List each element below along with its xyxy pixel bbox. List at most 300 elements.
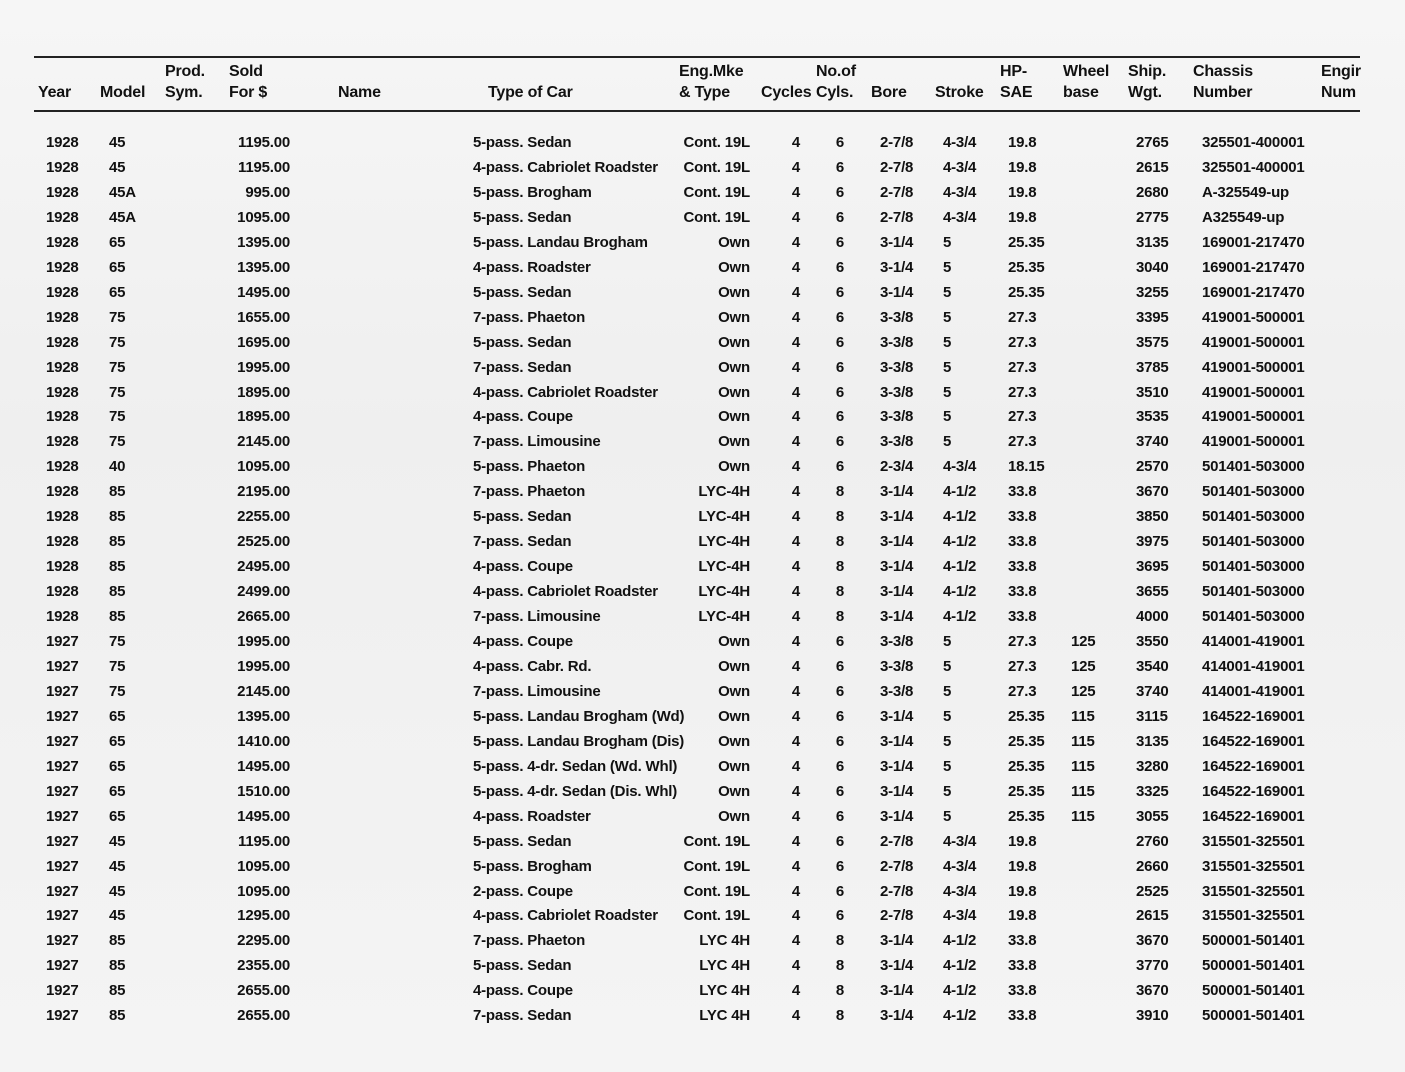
- eng-type-cell: Own: [718, 707, 750, 725]
- year-cell: 1927: [46, 782, 79, 800]
- year-cell: 1928: [46, 183, 79, 201]
- sold-for-cell: 2655.00: [237, 982, 290, 1000]
- cycles-cell: 4: [791, 932, 801, 950]
- header-sold-for: Sold For $: [229, 63, 268, 101]
- cyls-cell: 6: [835, 832, 845, 850]
- header-bottom-rule: [34, 110, 1360, 112]
- wheel-base-cell: 115: [1071, 707, 1095, 725]
- wheel-base-cell: 125: [1071, 657, 1096, 675]
- ship-wgt-cell: 3535: [1136, 408, 1169, 426]
- chassis-cell: 419001-500001: [1202, 333, 1305, 351]
- eng-type-cell: Own: [718, 333, 750, 351]
- eng-type-cell: LYC 4H: [699, 932, 750, 950]
- ship-wgt-cell: 2680: [1136, 183, 1169, 201]
- cycles-cell: 4: [791, 608, 801, 626]
- chassis-cell: 501401-503000: [1202, 458, 1305, 476]
- cycles-cell: 4: [791, 657, 801, 675]
- bore-cell: 3-1/4: [880, 1007, 914, 1025]
- sold-for-cell: 1995.00: [237, 657, 290, 675]
- hp-sae-cell: 33.8: [1008, 558, 1037, 576]
- ship-wgt-cell: 3670: [1136, 483, 1169, 501]
- chassis-cell: A325549-up: [1202, 208, 1285, 226]
- bore-cell: 3-1/4: [880, 483, 914, 501]
- type-of-car-cell: 4-pass. Roadster: [473, 258, 591, 276]
- bore-cell: 3-1/4: [880, 807, 914, 825]
- cycles-cell: 4: [791, 433, 801, 451]
- sold-for-cell: 995.00: [245, 183, 290, 201]
- table-row: [0, 330, 1405, 355]
- cyls-cell: 6: [835, 283, 845, 301]
- year-cell: 1927: [46, 807, 79, 825]
- header-stroke: Stroke: [935, 84, 984, 101]
- chassis-cell: 169001-217470: [1202, 258, 1305, 276]
- year-cell: 1927: [46, 1007, 79, 1025]
- sold-for-cell: 2495.00: [237, 558, 290, 576]
- bore-cell: 2-7/8: [880, 907, 914, 925]
- cycles-cell: 4: [791, 358, 801, 376]
- model-cell: 75: [109, 358, 126, 376]
- bore-cell: 3-3/8: [880, 358, 914, 376]
- chassis-cell: 501401-503000: [1202, 608, 1305, 626]
- cycles-cell: 4: [791, 1007, 801, 1025]
- eng-type-cell: Own: [718, 458, 750, 476]
- model-cell: 75: [109, 433, 126, 451]
- cyls-cell: 6: [835, 258, 845, 276]
- header-eng-type: Eng.Mke & Type: [679, 63, 744, 101]
- bore-cell: 3-3/8: [880, 408, 914, 426]
- type-of-car-cell: 5-pass. Sedan: [473, 957, 572, 975]
- model-cell: 65: [109, 258, 126, 276]
- sold-for-cell: 1895.00: [237, 383, 290, 401]
- stroke-cell: 4-1/2: [943, 1007, 977, 1025]
- model-cell: 45: [109, 882, 126, 900]
- bore-cell: 3-1/4: [880, 583, 914, 601]
- chassis-cell: 419001-500001: [1202, 408, 1305, 426]
- sold-for-cell: 1395.00: [237, 707, 290, 725]
- ship-wgt-cell: 3740: [1136, 682, 1169, 700]
- eng-type-cell: LYC 4H: [699, 957, 750, 975]
- eng-type-cell: LYC-4H: [698, 483, 750, 501]
- eng-type-cell: Own: [718, 732, 750, 750]
- stroke-cell: 4-3/4: [943, 158, 977, 176]
- type-of-car-cell: 4-pass. Cabriolet Roadster: [473, 907, 658, 925]
- cycles-cell: 4: [791, 158, 801, 176]
- header-engine-num: Engir Num: [1321, 63, 1361, 101]
- hp-sae-cell: 19.8: [1008, 208, 1037, 226]
- year-cell: 1927: [46, 907, 79, 925]
- type-of-car-cell: 2-pass. Coupe: [473, 882, 573, 900]
- cycles-cell: 4: [791, 558, 801, 576]
- ship-wgt-cell: 3135: [1136, 233, 1169, 251]
- chassis-cell: 325501-400001: [1202, 158, 1305, 176]
- cyls-cell: 6: [835, 158, 845, 176]
- ship-wgt-cell: 3740: [1136, 433, 1169, 451]
- stroke-cell: 4-3/4: [943, 183, 977, 201]
- table-row: [0, 953, 1405, 978]
- bore-cell: 3-1/4: [880, 932, 914, 950]
- bore-cell: 2-7/8: [880, 183, 914, 201]
- stroke-cell: 4-1/2: [943, 932, 977, 950]
- sold-for-cell: 1995.00: [237, 358, 290, 376]
- type-of-car-cell: 4-pass. Coupe: [473, 558, 573, 576]
- chassis-cell: 164522-169001: [1202, 732, 1305, 750]
- table-row: [0, 130, 1405, 155]
- cyls-cell: 6: [835, 882, 845, 900]
- hp-sae-cell: 25.35: [1008, 707, 1045, 725]
- table-row: [0, 903, 1405, 928]
- type-of-car-cell: 4-pass. Roadster: [473, 807, 591, 825]
- model-cell: 45: [109, 857, 126, 875]
- year-cell: 1928: [46, 483, 79, 501]
- stroke-cell: 5: [943, 757, 952, 775]
- year-cell: 1928: [46, 433, 79, 451]
- bore-cell: 3-1/4: [880, 982, 914, 1000]
- eng-type-cell: Own: [718, 782, 750, 800]
- model-cell: 75: [109, 408, 126, 426]
- bore-cell: 3-3/8: [880, 433, 914, 451]
- cycles-cell: 4: [791, 757, 801, 775]
- hp-sae-cell: 27.3: [1008, 358, 1037, 376]
- table-row: [0, 704, 1405, 729]
- stroke-cell: 5: [943, 657, 952, 675]
- wheel-base-cell: 125: [1071, 633, 1096, 650]
- sold-for-cell: 2355.00: [237, 957, 290, 975]
- header-top-rule: [34, 56, 1360, 58]
- year-cell: 1928: [46, 358, 79, 376]
- hp-sae-cell: 19.8: [1008, 134, 1037, 151]
- hp-sae-cell: 18.15: [1008, 458, 1045, 476]
- chassis-cell: 325501-400001: [1202, 134, 1305, 151]
- bore-cell: 3-3/8: [880, 682, 914, 700]
- header-prod-sym: Prod. Sym.: [165, 63, 205, 101]
- table-row: [0, 429, 1405, 454]
- cycles-cell: 4: [791, 982, 801, 1000]
- table-row: [0, 380, 1405, 405]
- year-cell: 1927: [46, 657, 79, 675]
- hp-sae-cell: 27.3: [1008, 657, 1037, 675]
- ship-wgt-cell: 2570: [1136, 458, 1169, 476]
- stroke-cell: 4-3/4: [943, 134, 977, 151]
- hp-sae-cell: 27.3: [1008, 408, 1037, 426]
- sold-for-cell: 2145.00: [237, 682, 290, 700]
- chassis-cell: 500001-501401: [1202, 1007, 1305, 1025]
- type-of-car-cell: 5-pass. Sedan: [473, 283, 572, 301]
- eng-type-cell: Own: [718, 633, 750, 650]
- type-of-car-cell: 5-pass. Landau Brogham (Dis): [473, 732, 685, 750]
- stroke-cell: 4-3/4: [943, 882, 977, 900]
- eng-type-cell: Cont. 19L: [683, 158, 750, 176]
- year-cell: 1928: [46, 408, 79, 426]
- chassis-cell: 501401-503000: [1202, 508, 1305, 526]
- year-cell: 1928: [46, 583, 79, 601]
- sold-for-cell: 1295.00: [237, 907, 290, 925]
- cycles-cell: 4: [791, 508, 801, 526]
- table-row: [0, 355, 1405, 380]
- header-wheel-base: Wheel base: [1063, 63, 1110, 101]
- sold-for-cell: 2295.00: [237, 932, 290, 950]
- chassis-cell: 315501-325501: [1202, 832, 1305, 850]
- bore-cell: 3-1/4: [880, 707, 914, 725]
- type-of-car-cell: 7-pass. Sedan: [473, 1007, 572, 1025]
- chassis-cell: 501401-503000: [1202, 583, 1305, 601]
- table-row: [0, 829, 1405, 854]
- hp-sae-cell: 33.8: [1008, 583, 1037, 601]
- year-cell: 1927: [46, 982, 79, 1000]
- cycles-cell: 4: [791, 882, 801, 900]
- table-row: [0, 579, 1405, 604]
- table-row: [0, 205, 1405, 230]
- chassis-cell: 414001-419001: [1202, 682, 1305, 700]
- chassis-cell: 169001-217470: [1202, 283, 1305, 301]
- cycles-cell: 4: [791, 333, 801, 351]
- ship-wgt-cell: 3255: [1136, 283, 1169, 301]
- type-of-car-cell: 7-pass. Sedan: [473, 533, 572, 551]
- hp-sae-cell: 19.8: [1008, 882, 1037, 900]
- eng-type-cell: LYC-4H: [698, 508, 750, 526]
- cyls-cell: 6: [835, 383, 845, 401]
- table-row: [0, 504, 1405, 529]
- stroke-cell: 5: [943, 433, 952, 451]
- sold-for-cell: 1095.00: [237, 208, 290, 226]
- hp-sae-cell: 27.3: [1008, 633, 1037, 650]
- year-cell: 1927: [46, 707, 79, 725]
- eng-type-cell: Own: [718, 433, 750, 451]
- hp-sae-cell: 27.3: [1008, 433, 1037, 451]
- cyls-cell: 6: [835, 907, 845, 925]
- bore-cell: 2-7/8: [880, 134, 914, 151]
- type-of-car-cell: 5-pass. Sedan: [473, 832, 572, 850]
- table-row: [0, 454, 1405, 479]
- stroke-cell: 4-1/2: [943, 957, 977, 975]
- sold-for-cell: 1395.00: [237, 233, 290, 251]
- stroke-cell: 4-1/2: [943, 483, 977, 501]
- ship-wgt-cell: 2660: [1136, 857, 1169, 875]
- eng-type-cell: Own: [718, 383, 750, 401]
- type-of-car-cell: 4-pass. Cabriolet Roadster: [473, 583, 658, 601]
- type-of-car-cell: 5-pass. Brogham: [473, 857, 592, 875]
- bore-cell: 3-1/4: [880, 508, 914, 526]
- year-cell: 1927: [46, 633, 79, 650]
- model-cell: 75: [109, 383, 126, 401]
- chassis-cell: 315501-325501: [1202, 857, 1305, 875]
- model-cell: 65: [109, 707, 126, 725]
- model-cell: 85: [109, 558, 126, 576]
- ship-wgt-cell: 4000: [1136, 608, 1169, 626]
- model-cell: 40: [109, 458, 126, 476]
- ship-wgt-cell: 2615: [1136, 158, 1169, 176]
- cycles-cell: 4: [791, 682, 801, 700]
- bore-cell: 3-3/8: [880, 383, 914, 401]
- chassis-cell: 500001-501401: [1202, 932, 1305, 950]
- year-cell: 1928: [46, 608, 79, 626]
- chassis-cell: 164522-169001: [1202, 757, 1305, 775]
- sold-for-cell: 2655.00: [237, 1007, 290, 1025]
- cycles-cell: 4: [791, 408, 801, 426]
- model-cell: 65: [109, 782, 126, 800]
- sold-for-cell: 1410.00: [237, 732, 290, 750]
- header-chassis-number: Chassis Number: [1193, 63, 1253, 101]
- eng-type-cell: LYC-4H: [698, 583, 750, 601]
- table-row: [0, 854, 1405, 879]
- year-cell: 1928: [46, 383, 79, 401]
- chassis-cell: 164522-169001: [1202, 807, 1305, 825]
- hp-sae-cell: 25.35: [1008, 757, 1045, 775]
- table-row: [0, 180, 1405, 205]
- table-row: [0, 554, 1405, 579]
- stroke-cell: 5: [943, 732, 952, 750]
- chassis-cell: 414001-419001: [1202, 657, 1305, 675]
- eng-type-cell: Cont. 19L: [683, 882, 750, 900]
- header-type-of-car: Type of Car: [488, 84, 573, 101]
- model-cell: 85: [109, 932, 126, 950]
- year-cell: 1927: [46, 732, 79, 750]
- cycles-cell: 4: [791, 183, 801, 201]
- table-row: [0, 978, 1405, 1003]
- table-row: [0, 255, 1405, 280]
- header-cycles: Cycles: [761, 84, 812, 101]
- model-cell: 45: [109, 832, 126, 850]
- cycles-cell: 4: [791, 483, 801, 501]
- year-cell: 1928: [46, 508, 79, 526]
- cycles-cell: 4: [791, 458, 801, 476]
- hp-sae-cell: 25.35: [1008, 233, 1045, 251]
- bore-cell: 2-7/8: [880, 882, 914, 900]
- cyls-cell: 6: [835, 657, 845, 675]
- sold-for-cell: 1195.00: [238, 134, 290, 151]
- table-row: [0, 879, 1405, 904]
- sold-for-cell: 2525.00: [237, 533, 290, 551]
- cyls-cell: 8: [835, 932, 845, 950]
- bore-cell: 2-3/4: [880, 458, 914, 476]
- eng-type-cell: Cont. 19L: [683, 183, 750, 201]
- eng-type-cell: LYC 4H: [699, 982, 750, 1000]
- type-of-car-cell: 7-pass. Limousine: [473, 433, 601, 451]
- type-of-car-cell: 4-pass. Cabriolet Roadster: [473, 383, 658, 401]
- model-cell: 75: [109, 682, 126, 700]
- stroke-cell: 5: [943, 682, 952, 700]
- hp-sae-cell: 33.8: [1008, 533, 1037, 551]
- model-cell: 65: [109, 732, 126, 750]
- year-cell: 1927: [46, 682, 79, 700]
- hp-sae-cell: 25.35: [1008, 258, 1045, 276]
- year-cell: 1928: [46, 533, 79, 551]
- table-row: [0, 529, 1405, 554]
- hp-sae-cell: 33.8: [1008, 932, 1037, 950]
- type-of-car-cell: 7-pass. Phaeton: [473, 932, 586, 950]
- bore-cell: 2-7/8: [880, 857, 914, 875]
- table-row: [0, 654, 1405, 679]
- sold-for-cell: 2499.00: [237, 583, 290, 601]
- cycles-cell: 4: [791, 857, 801, 875]
- table-row: [0, 804, 1405, 829]
- year-cell: 1928: [46, 258, 79, 276]
- wheel-base-cell: 115: [1071, 732, 1095, 750]
- header-model: Model: [100, 84, 146, 101]
- type-of-car-cell: 4-pass. Cabriolet Roadster: [473, 158, 658, 176]
- table-row: [0, 404, 1405, 429]
- hp-sae-cell: 33.8: [1008, 982, 1037, 1000]
- stroke-cell: 5: [943, 807, 952, 825]
- cyls-cell: 8: [835, 608, 845, 626]
- chassis-cell: 315501-325501: [1202, 882, 1305, 900]
- stroke-cell: 4-3/4: [943, 907, 977, 925]
- stroke-cell: 4-3/4: [943, 208, 977, 226]
- chassis-cell: 501401-503000: [1202, 558, 1305, 576]
- hp-sae-cell: 27.3: [1008, 333, 1037, 351]
- hp-sae-cell: 19.8: [1008, 183, 1037, 201]
- year-cell: 1928: [46, 233, 79, 251]
- bore-cell: 3-3/8: [880, 333, 914, 351]
- chassis-cell: 501401-503000: [1202, 533, 1305, 551]
- cycles-cell: 4: [791, 633, 801, 650]
- hp-sae-cell: 27.3: [1008, 383, 1037, 401]
- type-of-car-cell: 4-pass. Cabr. Rd.: [473, 657, 592, 675]
- cyls-cell: 6: [835, 732, 845, 750]
- cycles-cell: 4: [791, 707, 801, 725]
- sold-for-cell: 1095.00: [237, 882, 290, 900]
- hp-sae-cell: 33.8: [1008, 608, 1037, 626]
- model-cell: 75: [109, 657, 126, 675]
- hp-sae-cell: 25.35: [1008, 732, 1045, 750]
- model-cell: 45: [109, 907, 126, 925]
- cyls-cell: 6: [835, 433, 845, 451]
- hp-sae-cell: 19.8: [1008, 907, 1037, 925]
- ship-wgt-cell: 3575: [1136, 333, 1169, 351]
- cycles-cell: 4: [791, 258, 801, 276]
- type-of-car-cell: 5-pass. Sedan: [473, 333, 572, 351]
- stroke-cell: 5: [943, 782, 952, 800]
- sold-for-cell: 1195.00: [238, 832, 290, 850]
- table-row: [0, 629, 1405, 654]
- model-cell: 85: [109, 608, 126, 626]
- sold-for-cell: 2195.00: [237, 483, 290, 501]
- eng-type-cell: LYC-4H: [698, 558, 750, 576]
- hp-sae-cell: 27.3: [1008, 682, 1037, 700]
- year-cell: 1928: [46, 283, 79, 301]
- type-of-car-cell: 5-pass. Landau Brogham: [473, 233, 648, 251]
- cycles-cell: 4: [791, 957, 801, 975]
- model-cell: 45: [109, 158, 126, 176]
- cyls-cell: 8: [835, 1007, 845, 1025]
- bore-cell: 3-1/4: [880, 782, 914, 800]
- table-row: [0, 305, 1405, 330]
- chassis-cell: 164522-169001: [1202, 782, 1305, 800]
- cycles-cell: 4: [791, 732, 801, 750]
- model-cell: 85: [109, 483, 126, 501]
- ship-wgt-cell: 3655: [1136, 583, 1169, 601]
- ship-wgt-cell: 2775: [1136, 208, 1169, 226]
- sold-for-cell: 2255.00: [237, 508, 290, 526]
- stroke-cell: 5: [943, 707, 952, 725]
- hp-sae-cell: 19.8: [1008, 857, 1037, 875]
- eng-type-cell: Own: [718, 408, 750, 426]
- sold-for-cell: 1495.00: [237, 757, 290, 775]
- model-cell: 45A: [109, 208, 136, 226]
- ship-wgt-cell: 3115: [1136, 707, 1168, 725]
- wheel-base-cell: 115: [1071, 757, 1095, 775]
- sold-for-cell: 2145.00: [237, 433, 290, 451]
- header-hp-sae: HP- SAE: [1000, 63, 1033, 101]
- model-cell: 45A: [109, 183, 136, 201]
- cyls-cell: 6: [835, 807, 845, 825]
- chassis-cell: 315501-325501: [1202, 907, 1305, 925]
- sold-for-cell: 1510.00: [237, 782, 290, 800]
- stroke-cell: 5: [943, 633, 952, 650]
- cycles-cell: 4: [791, 832, 801, 850]
- sold-for-cell: 1895.00: [237, 408, 290, 426]
- eng-type-cell: Cont. 19L: [683, 907, 750, 925]
- cyls-cell: 6: [835, 857, 845, 875]
